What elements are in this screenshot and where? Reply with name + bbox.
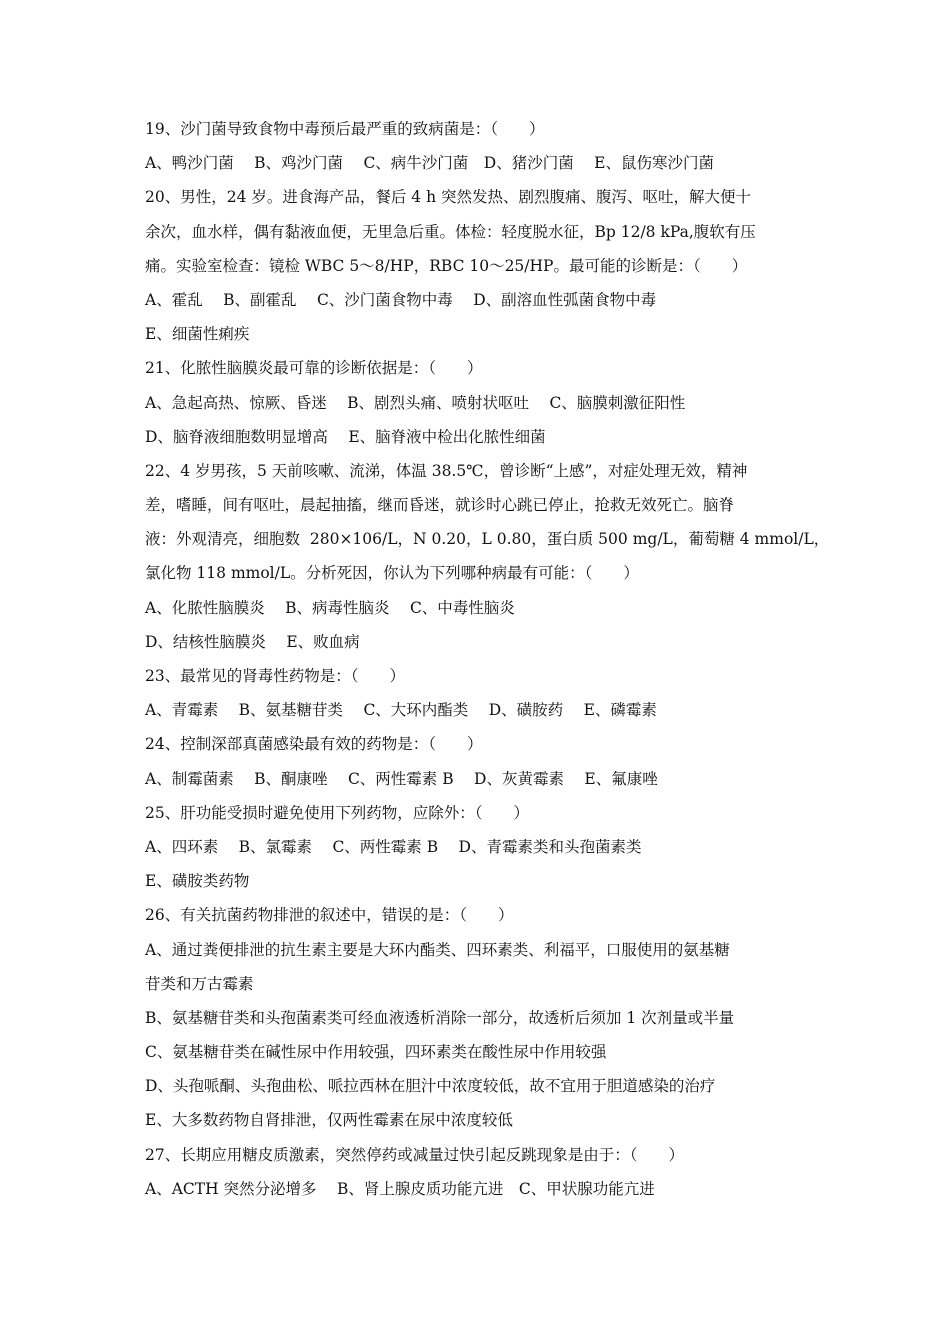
q26-stem: 26、有关抗菌药物排泄的叙述中，错误的是：（ ） (145, 906, 514, 925)
q26-option-d: D、头孢哌酮、头孢曲松、哌拉西林在胆汁中浓度较低，故不宜用于胆道感染的治疗 (145, 1077, 716, 1096)
q27-stem: 27、长期应用糖皮质激素，突然停药或减量过快引起反跳现象是由于：（ ） (145, 1145, 684, 1164)
q23-stem: 23、最常见的肾毒性药物是：（ ） (145, 667, 405, 685)
q22-options-line-1: A、化脓性脑膜炎 B、病毒性脑炎 C、中毒性脑炎 (145, 598, 515, 617)
q22-stem-line-2: 差，嗜睡，间有呕吐，晨起抽搐，继而昏迷，就诊时心跳已停止，抢救无效死亡。脑脊 (145, 496, 735, 515)
q21-options-line-1: A、急起高热、惊厥、昏迷 B、剧烈头痛、喷射状呕吐 C、脑膜刺激征阳性 (145, 393, 686, 412)
q25-options-line-1: A、四环素 B、氯霉素 C、两性霉素 B D、青霉素类和头孢菌素类 (145, 837, 642, 856)
q21-stem: 21、化脓性脑膜炎最可靠的诊断依据是：（ ） (145, 359, 483, 378)
q20-stem-line-1: 20、男性，24 岁。进食海产品，餐后 4 h 突然发热、剧烈腹痛、腹泻、呕吐，解大便十 (145, 188, 752, 207)
q26-option-e: E、大多数药物自肾排泄，仅两性霉素在尿中浓度较低 (145, 1111, 513, 1130)
q20-options-line-2: E、细菌性痢疾 (145, 325, 250, 344)
q23-options: A、青霉素 B、氨基糖苷类 C、大环内酯类 D、磺胺药 E、磷霉素 (145, 701, 657, 720)
q25-stem: 25、肝功能受损时避免使用下列药物，应除外：（ ） (145, 803, 529, 822)
q20-options-line-1: A、霍乱 B、副霍乱 C、沙门菌食物中毒 D、副溶血性弧菌食物中毒 (145, 290, 657, 309)
q26-option-b: B、氨基糖苷类和头孢菌素类可经血液透析消除一部分，故透析后须加 1 次剂量或半量 (145, 1008, 735, 1027)
q22-stem-line-3: 液：外观清亮，细胞数 280×106/L，N 0.20，L 0.80，蛋白质 500 mg/L，葡萄糖 4 mmol/L， (145, 530, 830, 549)
q19-stem: 19、沙门菌导致食物中毒预后最严重的致病菌是：（ ） (145, 120, 545, 138)
q22-stem-line-4: 氯化物 118 mmol/L。分析死因，你认为下列哪种病最有可能：（ ） (145, 564, 639, 583)
q26-option-a-line-1: A、通过粪便排泄的抗生素主要是大环内酯类、四环素类、利福平，口服使用的氨基糖 (145, 940, 730, 959)
q20-stem-line-3: 痛。实验室检查：镜检 WBC 5～8/HP，RBC 10～25/HP。最可能的诊断是：（ ） (145, 256, 748, 275)
q26-option-a-line-2: 苷类和万古霉素 (145, 974, 254, 993)
q24-stem: 24、控制深部真菌感染最有效的药物是：（ ） (145, 735, 483, 754)
q24-options: A、制霉菌素 B、酮康唑 C、两性霉素 B D、灰黄霉素 E、氟康唑 (145, 769, 658, 788)
document-page (145, 112, 830, 1206)
q21-options-line-2: D、脑脊液细胞数明显增高 E、脑脊液中检出化脓性细菌 (145, 427, 546, 446)
q26-option-c: C、氨基糖苷类在碱性尿中作用较强，四环素类在酸性尿中作用较强 (145, 1043, 607, 1062)
q20-stem-line-2: 余次，血水样，偶有黏液血便，无里急后重。体检：轻度脱水征，Bp 12/8 kPa,腹软有压 (145, 222, 756, 241)
q22-stem-line-1: 22、4 岁男孩，5 天前咳嗽、流涕，体温 38.5℃，曾诊断“上感”，对症处理无效，精神 (145, 461, 748, 480)
q22-options-line-2: D、结核性脑膜炎 E、败血病 (145, 632, 360, 651)
q25-options-line-2: E、磺胺类药物 (145, 872, 250, 891)
q27-options: A、ACTH 突然分泌增多 B、肾上腺皮质功能亢进 C、甲状腺功能亢进 (145, 1179, 655, 1198)
q19-options: A、鸭沙门菌 B、鸡沙门菌 C、病牛沙门菌 D、猪沙门菌 E、鼠伤寒沙门菌 (145, 154, 714, 173)
